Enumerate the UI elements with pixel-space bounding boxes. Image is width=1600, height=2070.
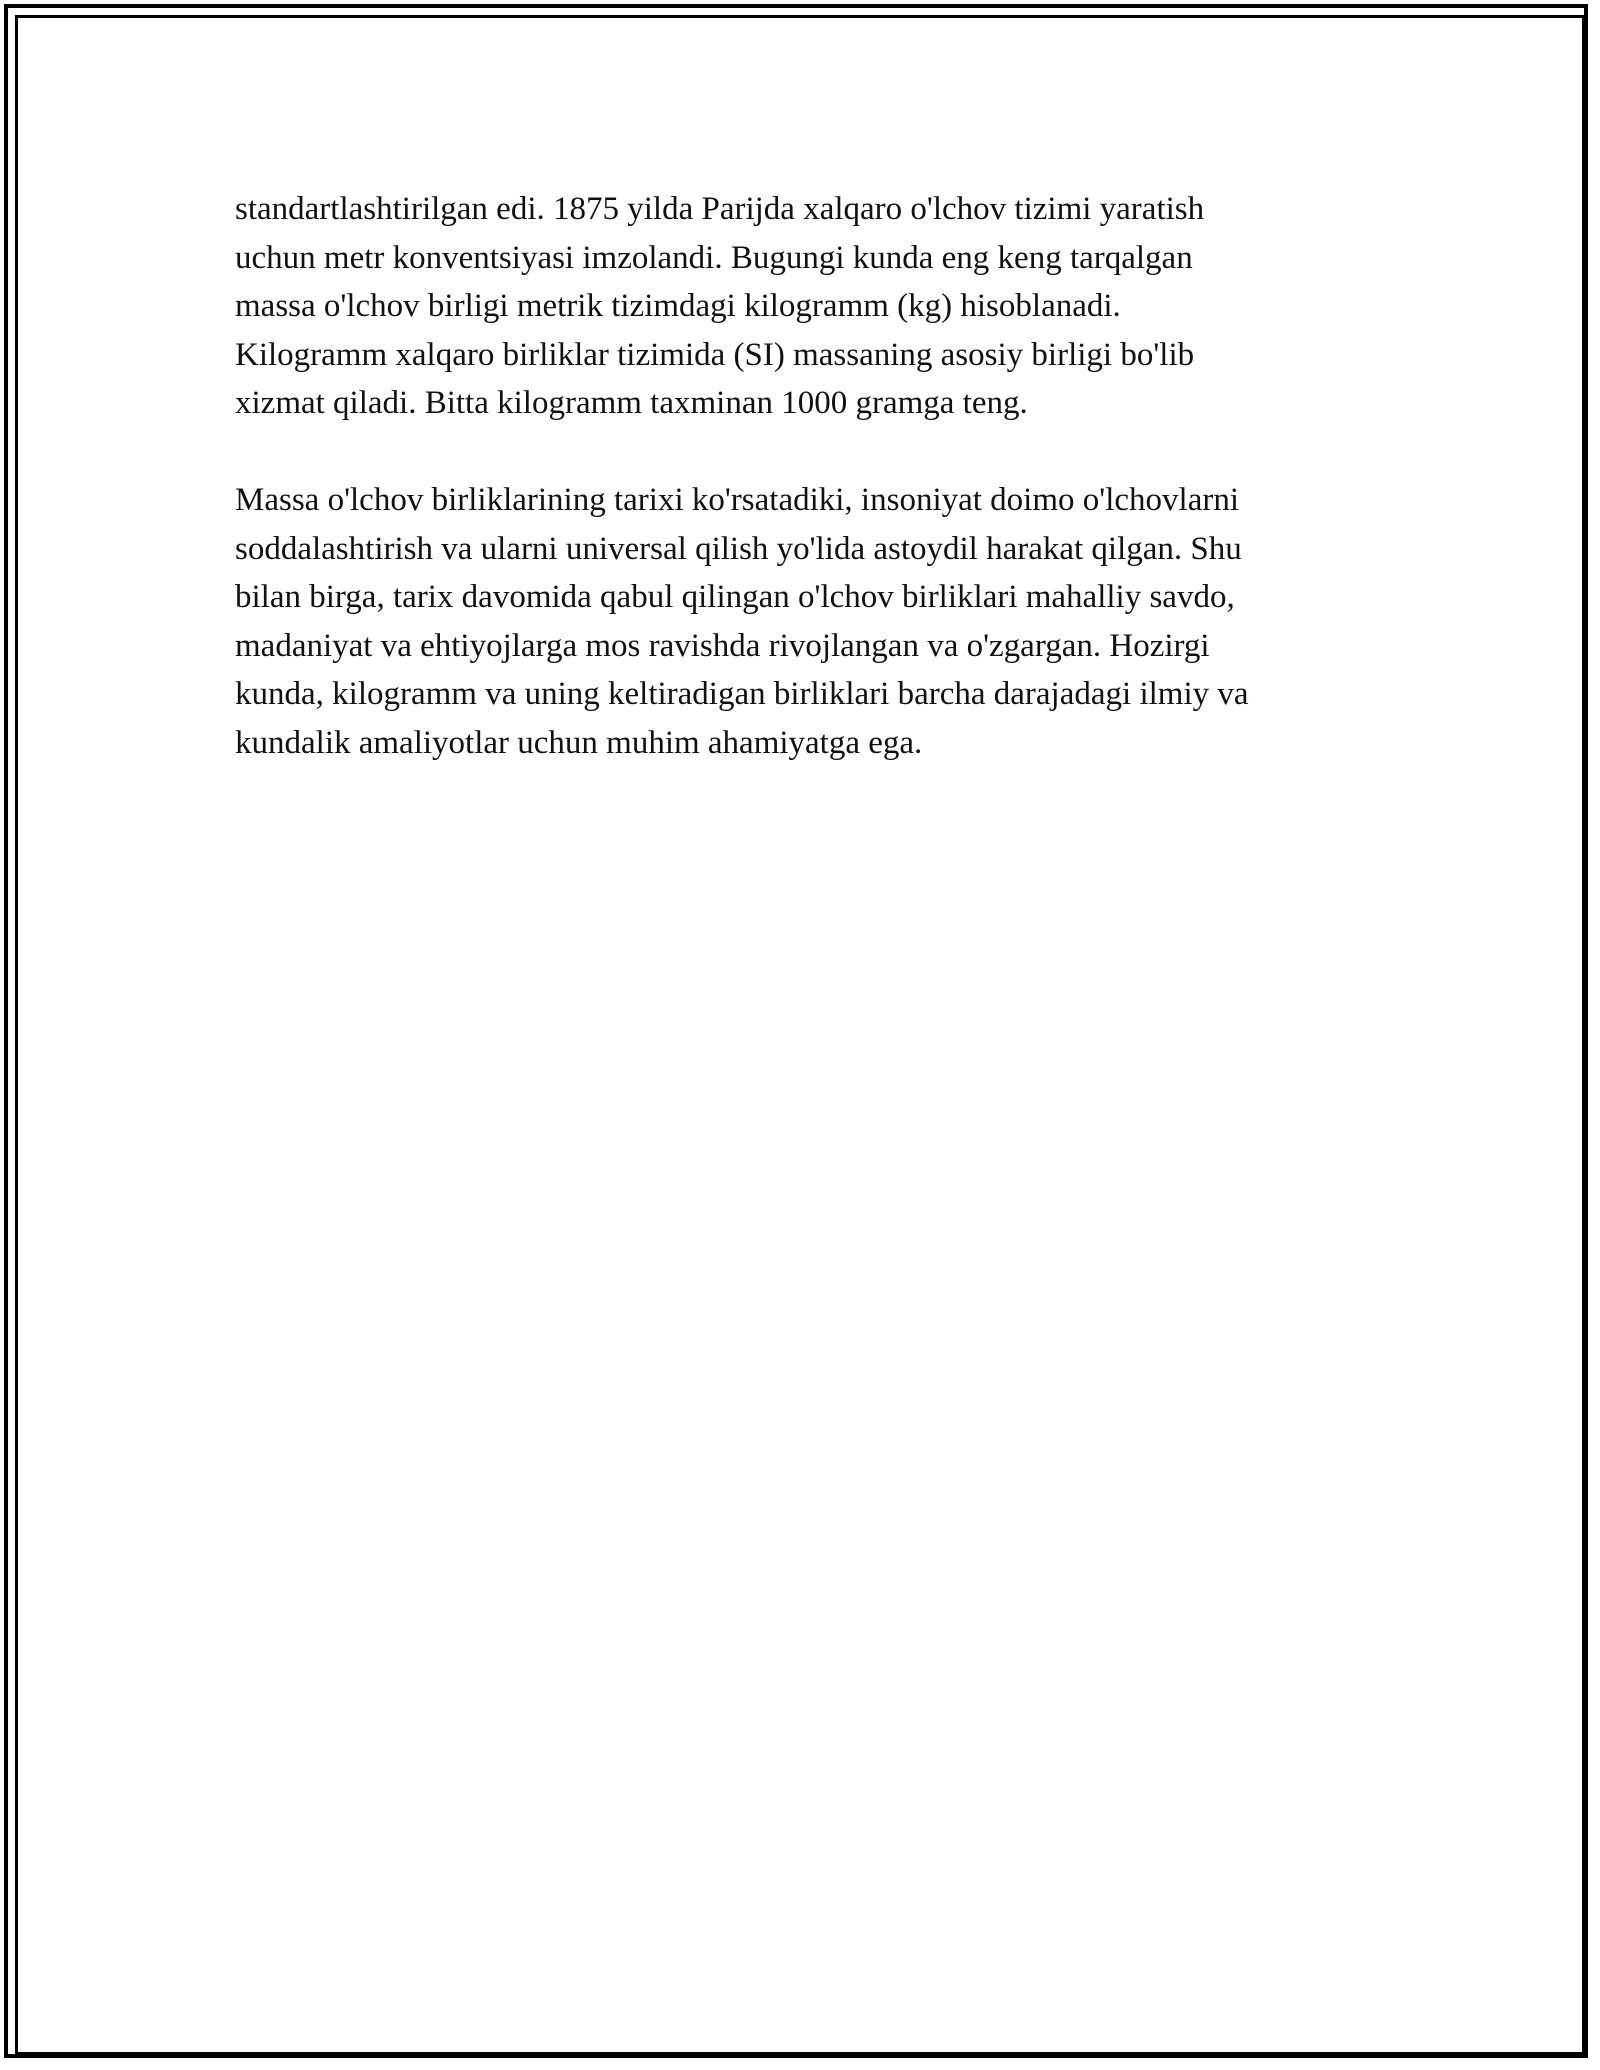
document-body [235,185,1405,816]
paragraph-2: Massa o'lchov birliklarining tarixi ko'rsatadiki, insoniyat doimo o'lchovlarni soddalashtirish va ularni universal qilish yo'lida astoydil harakat qilgan. Shu bilan birga, tarix davomida qabul qilingan o'lchov birliklari mahalliy savdo, madaniyat va ehtiyojlarga mos ravishda rivojlangan va o'zgargan. Hozirgi kunda, kilogramm va uning keltiradigan birliklari barcha darajadagi ilmiy va kundalik amaliyotlar uchun muhim ahamiyatga ega. [235,482,1249,761]
paragraph-1: standartlashtirilgan edi. 1875 yilda Parijda xalqaro o'lchov tizimi yaratish uchun metr konventsiyasi imzolandi. Bugungi kunda eng keng tarqalgan massa o'lchov birligi metrik tizimdagi kilogramm (kg) hisoblanadi. Kilogramm xalqaro birliklar tizimida (SI) massaning asosiy birligi bo'lib xizmat qiladi. Bitta kilogramm taxminan 1000 gramga teng. [235,191,1205,421]
